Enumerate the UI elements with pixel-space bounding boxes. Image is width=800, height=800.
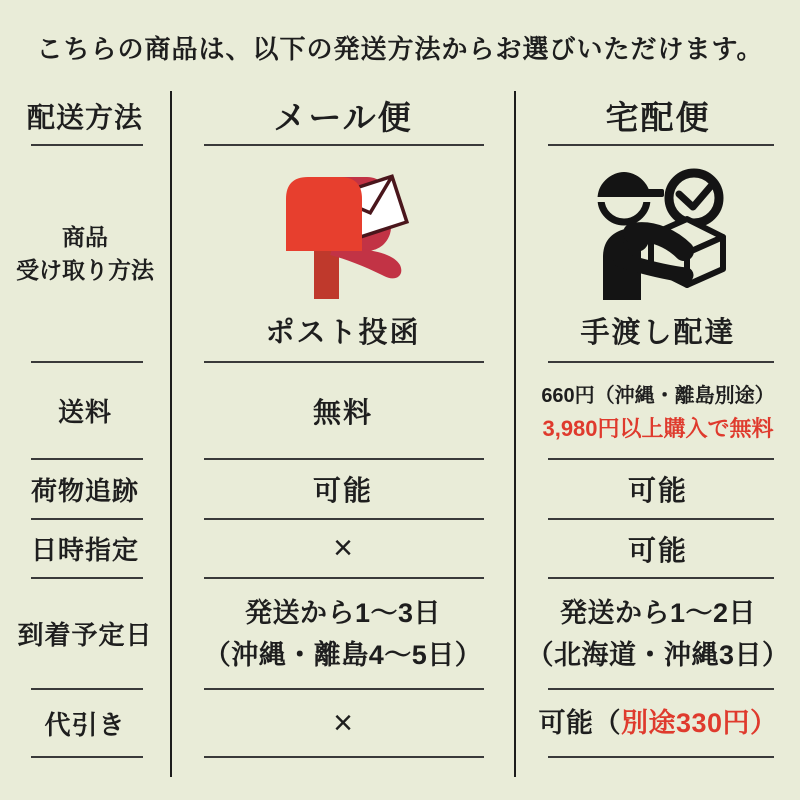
cell-fee-courier bbox=[516, 363, 800, 458]
datetime-label: 日時指定 bbox=[30, 535, 139, 565]
cell-tracking-courier bbox=[516, 460, 800, 518]
arrival-courier-line1: 発送から1～2日 bbox=[559, 597, 757, 628]
arrival-label: 到着予定日 bbox=[17, 620, 153, 650]
tracking-mail-value: 可能 bbox=[312, 475, 373, 506]
datetime-courier-value: 可能 bbox=[627, 534, 688, 566]
receive-label-line2: 受け取り方法 bbox=[16, 256, 154, 283]
mail-receive-caption: ポスト投函 bbox=[265, 317, 421, 349]
arrival-mail-line1: 発送から1～3日 bbox=[244, 597, 442, 628]
row-label-datetime bbox=[0, 520, 170, 577]
fee-label: 送料 bbox=[57, 397, 112, 427]
cod-courier-extra-fee: 別途330円） bbox=[620, 708, 778, 738]
cell-datetime-mail bbox=[172, 520, 514, 577]
cod-mail-value: × bbox=[333, 703, 353, 742]
header-method-label: 配送方法 bbox=[26, 102, 143, 133]
header-shipping-method bbox=[0, 88, 170, 144]
arrival-mail-line2: （沖縄・離島4～5日） bbox=[203, 639, 483, 670]
row-divider bbox=[204, 756, 484, 758]
header-courier bbox=[516, 86, 800, 144]
cell-cod-mail bbox=[172, 690, 514, 756]
fee-courier-note: 660円（沖縄・離島別途） bbox=[541, 384, 775, 407]
row-divider bbox=[204, 144, 484, 146]
cod-label: 代引き bbox=[44, 709, 126, 740]
tracking-courier-value: 可能 bbox=[627, 475, 688, 506]
row-label-arrival bbox=[0, 579, 170, 688]
row-label-cod bbox=[0, 690, 170, 756]
row-divider bbox=[548, 144, 774, 146]
cell-tracking-mail bbox=[172, 460, 514, 518]
cod-courier-ok: 可能（ bbox=[538, 708, 621, 738]
receive-label-line1: 商品 bbox=[62, 223, 108, 250]
arrival-courier-line2: （北海道・沖縄3日） bbox=[526, 639, 790, 670]
cell-arrival-courier bbox=[516, 579, 800, 688]
cell-fee-mail bbox=[172, 363, 514, 458]
row-divider bbox=[31, 756, 143, 758]
cell-arrival-mail bbox=[172, 579, 514, 688]
row-label-fee bbox=[0, 363, 170, 458]
header-mail-label: メール便 bbox=[273, 98, 413, 136]
fee-mail-value: 無料 bbox=[312, 396, 373, 428]
row-label-tracking bbox=[0, 460, 170, 518]
courier-receive-caption: 手渡し配達 bbox=[580, 317, 736, 349]
datetime-mail-value: × bbox=[333, 529, 353, 567]
mailbox-icon bbox=[276, 165, 411, 300]
row-label-receive-method bbox=[0, 146, 170, 361]
header-mail bbox=[172, 86, 514, 144]
row-divider bbox=[548, 756, 774, 758]
cell-receive-courier bbox=[516, 158, 800, 358]
cell-datetime-courier bbox=[516, 520, 800, 577]
cell-receive-mail bbox=[172, 158, 514, 358]
delivery-person-clock-icon bbox=[591, 165, 726, 300]
page-title: こちらの商品は、以下の発送方法からお選びいただけます。 bbox=[36, 34, 764, 64]
cell-cod-courier bbox=[516, 690, 800, 756]
header-courier-label: 宅配便 bbox=[605, 98, 711, 136]
fee-courier-free-condition: 3,980円以上購入で無料 bbox=[542, 415, 774, 441]
tracking-label: 荷物追跡 bbox=[30, 475, 139, 506]
